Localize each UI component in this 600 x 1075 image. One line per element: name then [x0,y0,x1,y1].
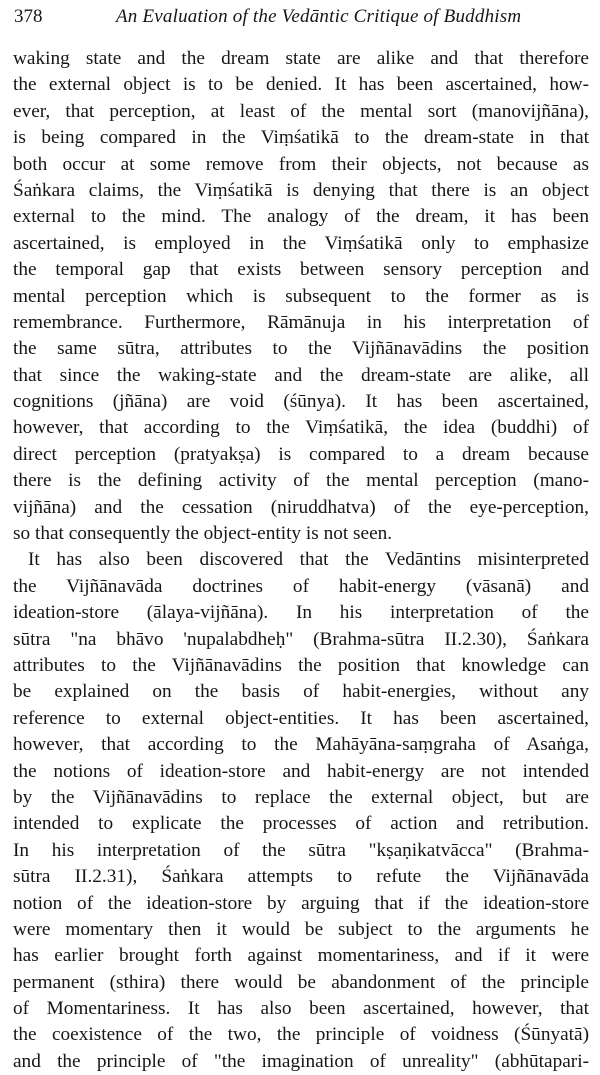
text-line: reference to external object-entities. It has been ascertained, [13,707,589,729]
text-line: the temporal gap that exists between sensory perception and [13,259,589,281]
text-line: notion of the ideation-store by arguing that if the ideation-store [13,892,589,914]
text-line: however, that according to the Mahāyāna-saṃgraha of Asaṅga, [13,734,589,756]
text-line: cognitions (jñāna) are void (śūnya). It has been ascertained, [13,391,589,413]
text-line: sūtra II.2.31), Śaṅkara attempts to refute the Vijñānavāda [13,866,589,888]
text-line: external to the mind. The analogy of the dream, it has been [13,206,589,228]
text-line: ideation-store (ālaya-vijñāna). In his interpretation of the [13,602,589,624]
text-line: by the Vijñānavādins to replace the external object, but are [13,786,589,808]
paragraph-1 [13,46,589,547]
text-line: however, that according to the Viṃśatikā, the idea (buddhi) of [13,417,589,439]
text-line: remembrance. Furthermore, Rāmānuja in his interpretation of [13,311,589,333]
text-line: intended to explicate the processes of action and retribution. [13,813,589,835]
text-line: permanent (sthira) there would be abandonment of the principle [13,971,589,993]
text-line: ever, that perception, at least of the mental sort (manovijñāna), [13,100,589,122]
text-line: It has also been discovered that the Vedāntins misinterpreted [28,549,589,571]
text-line: the same sūtra, attributes to the Vijñānavādins the position [13,338,589,360]
text-line: and the principle of "the imagination of unreality" (abhūtapari- [13,1050,589,1072]
text-line: mental perception which is subsequent to the former as is [13,285,589,307]
text-line: there is the defining activity of the mental perception (mano- [13,470,589,492]
text-line: attributes to the Vijñānavādins the position that knowledge can [13,654,589,676]
text-line: of Momentariness. It has also been ascertained, however, that [13,998,589,1020]
text-line: Śaṅkara claims, the Viṃśatikā is denying that there is an object [13,179,589,201]
body-text [13,46,589,1075]
text-line: is being compared in the Viṃśatikā to the dream-state in that [13,127,589,149]
text-line: be explained on the basis of habit-energies, without any [13,681,589,703]
text-line: so that consequently the object-entity is not seen. [13,523,393,545]
text-line: sūtra "na bhāvo 'nupalabdheḥ" (Brahma-sūtra II.2.30), Śaṅkara [13,628,589,650]
text-line: direct perception (pratyakṣa) is compared to a dream because [13,443,589,465]
text-line: ascertained, is employed in the Viṃśatikā only to emphasize [13,232,589,254]
page-number: 378 [14,6,43,27]
text-line: were momentary then it would be subject to the arguments he [13,918,589,940]
paragraph-2 [13,547,589,1075]
running-title: An Evaluation of the Vedāntic Critique of Buddhism [116,6,522,27]
text-line: the external object is to be denied. It has been ascertained, how- [13,74,589,96]
text-line: the Vijñānavāda doctrines of habit-energy (vāsanā) and [13,575,589,597]
text-line: the notions of ideation-store and habit-energy are not intended [13,760,589,782]
text-line: has earlier brought forth against momentariness, and if it were [13,945,589,967]
text-line: that since the waking-state and the dream-state are alike, all [13,364,589,386]
text-line: the coexistence of the two, the principle of voidness (Śūnyatā) [13,1024,589,1046]
text-line: both occur at some remove from their objects, not because as [13,153,589,175]
page-header [14,2,589,32]
text-line: vijñāna) and the cessation (niruddhatva) of the eye-perception, [13,496,589,518]
text-line: waking state and the dream state are alike and that therefore [13,48,589,69]
text-line: In his interpretation of the sūtra "kṣaṇikatvācca" (Brahma- [13,839,589,861]
